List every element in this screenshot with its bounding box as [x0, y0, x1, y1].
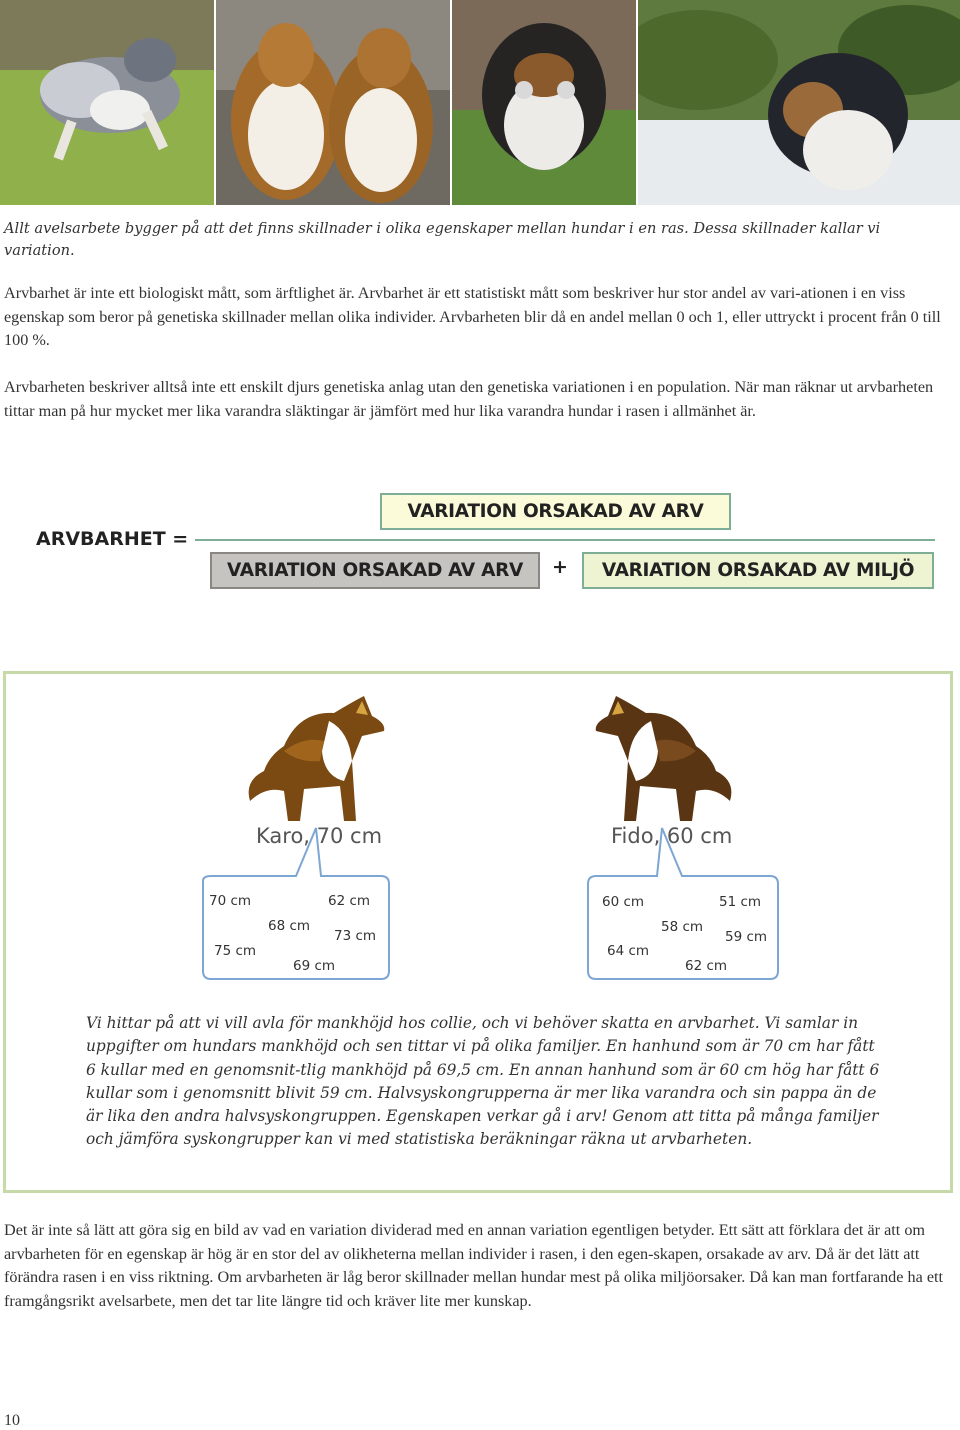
karo-name-label: Karo, 70 cm [256, 824, 383, 848]
karo-offspring-value: 73 cm [334, 928, 377, 944]
example-explanation-text: Vi hittar på att vi vill avla för mankhöjd hos collie, och vi behöver skatta en arvbarhet. Vi samlar in uppgifter om hundars mankhöjd och sen tittar vi på olika familjer. En hanhund som är 70 cm har fått 6 kullar med en genomsnit-tlig mankhöjd på 69,5 cm. En annan hanhund som är 60 cm hög har fått 6 kullar som i genomsnitt blivit 59 cm. Halvsyskongrupperna är mer lika varandra och sin pappa än de är lika den andra halvsyskongruppen. Egenskapen verkar gå i arv! Genom att titta på många familjer och jämföra syskongrupper kan vi med statistiska beräkningar räkna ut arvbarheten. [86, 1014, 880, 1149]
formula-denominator-environment: VARIATION ORSAKAD AV MILJÖ [582, 552, 934, 589]
formula-denominator-genetic: VARIATION ORSAKAD AV ARV [210, 552, 540, 589]
fido-name-label: Fido, 60 cm [611, 824, 733, 848]
formula-lhs: ARVBARHET = [36, 528, 189, 550]
paragraph-definition: Arvbarhet är inte ett biologiskt mått, som ärftlighet är. Arvbarhet är ett statistiskt mått som beskriver hur stor andel av vari-ationen i en viss egenskap som beror på genetiska skillnader mellan olika individer. Arvbarheten blir då en andel mellan 0 och 1, eller uttryckt i procent från 0 till 100 %. [4, 284, 941, 349]
karo-offspring-value: 69 cm [293, 958, 336, 974]
karo-offspring-value: 70 cm [209, 893, 252, 909]
photo-tricolor-collie-jumping [452, 0, 636, 205]
photo-strip [0, 0, 960, 205]
fraction-line [195, 539, 935, 541]
fido-offspring-value: 60 cm [602, 894, 645, 910]
photo-tricolor-collie-snow [638, 0, 960, 205]
fido-dog-illustration [591, 691, 736, 831]
fido-offspring-value: 58 cm [661, 919, 704, 935]
karo-offspring-value: 62 cm [328, 893, 371, 909]
heritability-formula [0, 490, 960, 600]
fido-offspring-value: 62 cm [685, 958, 728, 974]
formula-plus: + [552, 556, 568, 578]
karo-offspring-value: 68 cm [268, 918, 311, 934]
photo-caption: Allt avelsarbete bygger på att det finns skillnader i olika egenskaper mellan hundar i en ras. Dessa skillnader kallar vi variation. [4, 220, 881, 259]
karo-dog-illustration [244, 691, 389, 831]
photo-blue-merle-collie-running [0, 0, 214, 205]
fido-offspring-value: 64 cm [607, 943, 650, 959]
karo-offspring-value: 75 cm [214, 943, 257, 959]
page-number: 10 [4, 1412, 20, 1429]
fido-offspring-value: 51 cm [719, 894, 762, 910]
paragraph-population: Arvbarheten beskriver alltså inte ett enskilt djurs genetiska anlag utan den genetiska variationen i en population. När man räknar ut arvbarheten tittar man på hur mycket mer lika varandra släktingar är jämfört med hur lika varandra hundar i rasen i allmänhet är. [4, 378, 934, 420]
fido-offspring-value: 59 cm [725, 929, 768, 945]
paragraph-closing: Det är inte så lätt att göra sig en bild av vad en variation dividerad med en annan variation egentligen betyder. Ett sätt att förklara det är att om arvbarheten för en egenskap är hög är en stor del av olikheterna mellan individer i rasen, i den egen-skapen, orsakade av arv. Då är det lätt att förändra rasen i en viss riktning. Om arvbarheten är låg beror skillnader mellan hundar mest på olika miljöorsaker. Då kan man fortfarande ha ett framgångsrikt avelsarbete, men det tar lite längre tid och kräver lite mer kunskap. [4, 1221, 943, 1310]
formula-numerator: VARIATION ORSAKAD AV ARV [380, 493, 731, 530]
photo-two-sable-collies [216, 0, 450, 205]
example-illustration-box [3, 671, 953, 1193]
